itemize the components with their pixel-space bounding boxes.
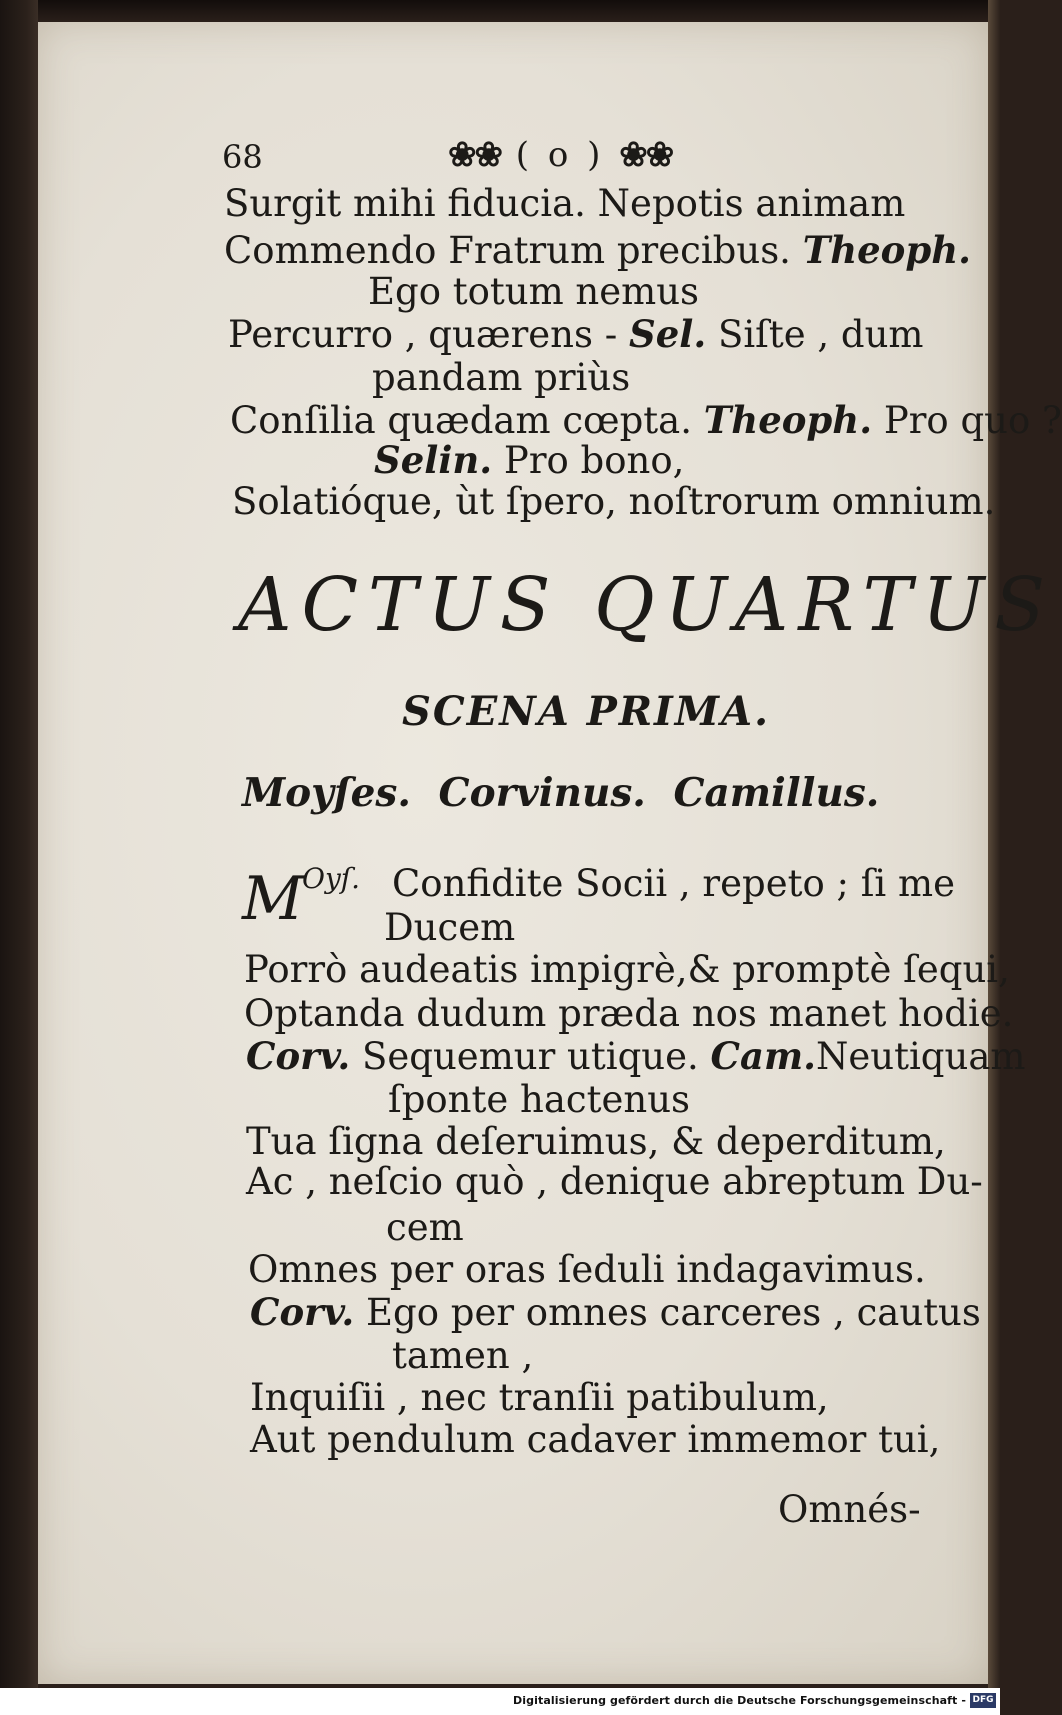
verse-line: tamen , — [392, 1334, 534, 1377]
verse-line: Ducem — [384, 906, 516, 949]
verse-line: ſponte hactenus — [388, 1078, 691, 1121]
page-number: 68 — [222, 138, 263, 176]
verse-line: Surgit mihi fiducia. Nepotis animam — [224, 182, 906, 225]
verse-line: Corv. Ego per omnes carceres , cautus — [250, 1290, 981, 1334]
verse-line: Aut pendulum cadaver immemor tui, — [250, 1418, 941, 1461]
speaker-label: Cam. — [710, 1034, 816, 1078]
verse-line: Porrò audeatis impigrè,& promptè ſequi, — [244, 948, 1010, 991]
speaker-label: Corv. — [250, 1290, 355, 1334]
catchword: Omnés- — [778, 1488, 921, 1531]
verse-line: Solatióque, ùt ſpero, noſtrorum omnium. — [232, 480, 996, 523]
ornament-right-icon: ❀❀ — [619, 135, 673, 175]
cast-list: Moyſes. Corvinus. Camillus. — [242, 770, 880, 816]
speaker-label: Sel. — [629, 312, 707, 356]
verse-line: Corv. Sequemur utique. Cam.Neutiquam — [246, 1034, 1026, 1078]
ornament-center: ( o ) — [515, 135, 605, 175]
verse-line: Percurro , quærens - Sel. Siſte , dum — [228, 312, 924, 356]
verse-line: pandam priùs — [372, 356, 631, 399]
verse-line: Ac , neſcio quò , denique abreptum Du- — [246, 1160, 983, 1203]
speaker-label: Selin. — [374, 438, 493, 482]
speaker-label: Corv. — [246, 1034, 351, 1078]
verse-line: Conſilia quædam cœpta. Theoph. Pro quo ? — [230, 398, 1062, 442]
verse-line: Optanda dudum præda nos manet hodie. — [244, 992, 1014, 1035]
book-right-edge — [988, 0, 1000, 1715]
ornament-left-icon: ❀❀ — [448, 135, 501, 175]
drop-cap-speaker: Oyſ. — [302, 862, 361, 895]
verse-line: Ego totum nemus — [368, 270, 700, 313]
verse-line: Omnes per oras ſeduli indagavimus. — [248, 1248, 926, 1291]
verse-line: Inquiſii , nec tranſii patibulum, — [250, 1376, 829, 1419]
book-spine — [0, 0, 38, 1715]
dfg-logo: DFG — [970, 1693, 996, 1708]
verse-line: cem — [386, 1206, 464, 1249]
verse-line: Selin. Pro bono, — [374, 438, 685, 482]
verse-line: Confidite Socii , repeto ; ſi me — [392, 862, 956, 905]
drop-cap: M — [242, 864, 304, 934]
speaker-label: Theoph. — [703, 398, 873, 442]
scene-title: SCENA PRIMA. — [402, 688, 771, 735]
header-ornament — [448, 135, 672, 175]
speaker-label: Theoph. — [802, 228, 972, 272]
act-title: ACTUS QUARTUS — [238, 562, 1056, 648]
footer-credit: Digitalisierung gefördert durch die Deutsche Forschungsgemeinschaft - — [513, 1694, 966, 1707]
verse-line: Tua ſigna deſeruimus, & deperditum, — [246, 1120, 946, 1163]
verse-line: Commendo Fratrum precibus. Theoph. — [224, 228, 972, 272]
book-top-edge — [0, 0, 1000, 22]
